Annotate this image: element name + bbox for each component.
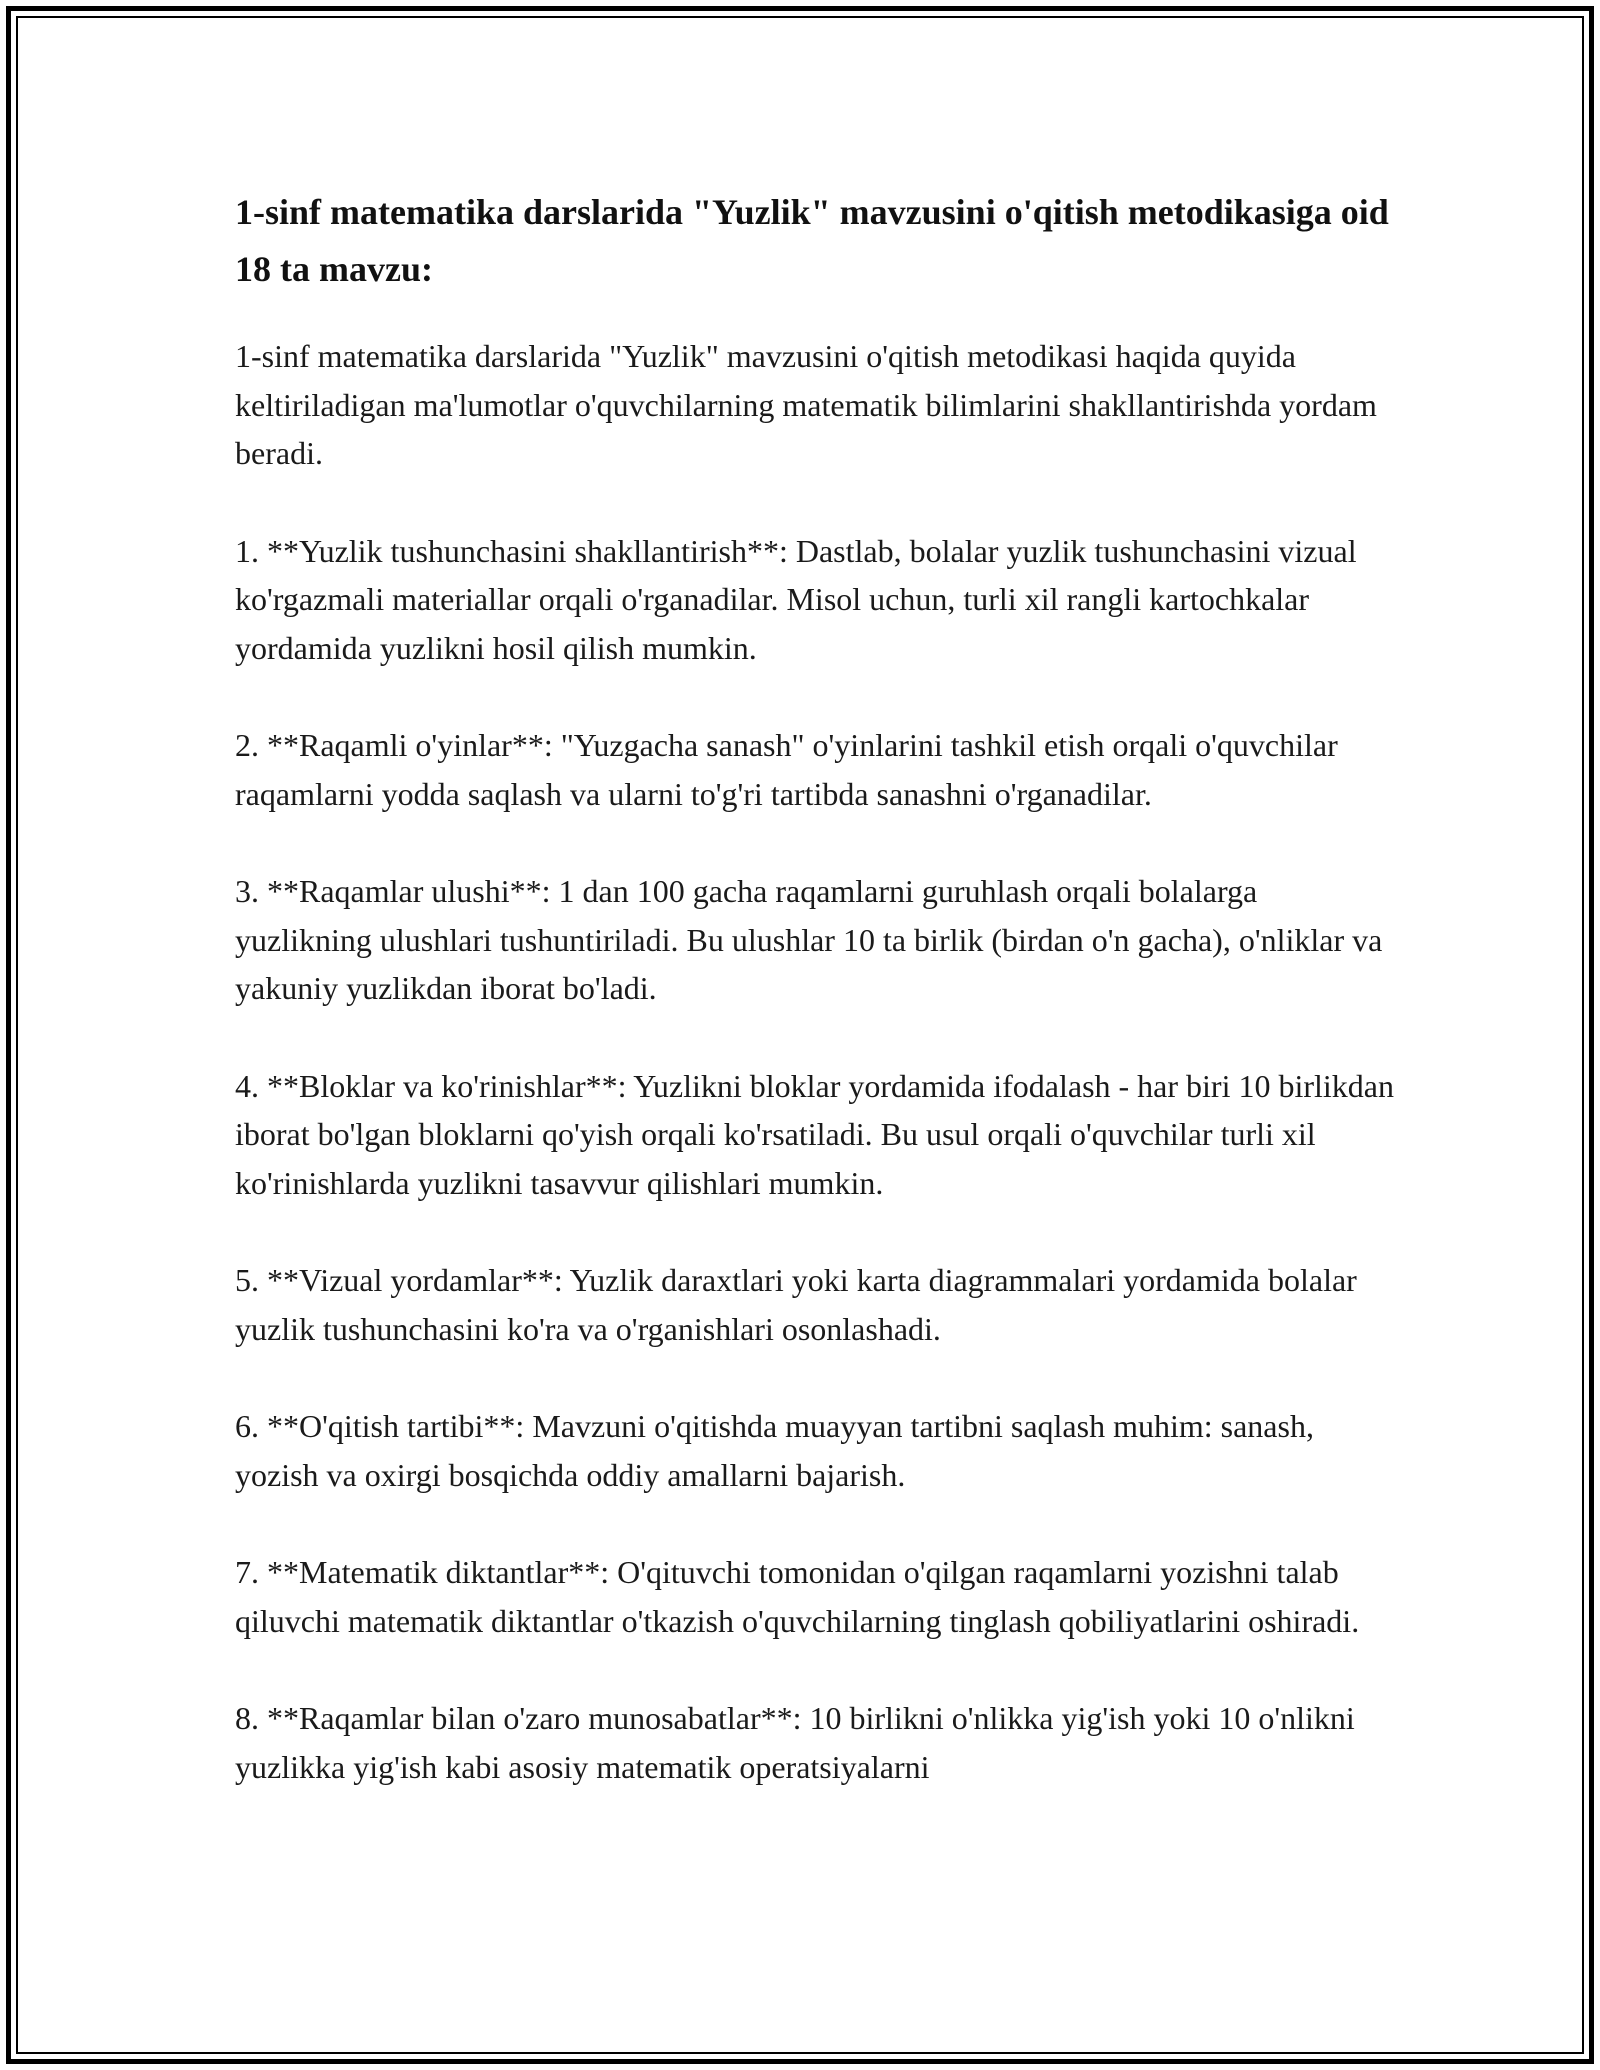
topic-paragraph-4: 4. **Bloklar va ko'rinishlar**: Yuzlikni bloklar yordamida ifodalash - har biri 10 birlikdan iborat bo'lgan bloklarni qo'yish orqali ko'rsatiladi. Bu usul orqali o'quvchilar turli xil ko'rinishlarda yuzlikni tasavvur qilishlari mumkin. (235, 1067, 1394, 1201)
topic-paragraph-6: 6. **O'qitish tartibi**: Mavzuni o'qitishda muayyan tartibni saqlash muhim: sanash, yozish va oxirgi bosqichda oddiy amallarni bajarish. (235, 1408, 1314, 1493)
topic-paragraph-2: 2. **Raqamli o'yinlar**: "Yuzgacha sanash" o'yinlarini tashkil etish orqali o'quvchilar raqamlarni yodda saqlash va ularni to'g'ri tartibda sanashni o'rganadilar. (235, 727, 1338, 812)
document-title: 1-sinf matematika darslarida "Yuzlik" mavzusini o'qitish metodikasiga oid 18 ta mavzu: (235, 192, 1389, 289)
topic-paragraph-3: 3. **Raqamlar ulushi**: 1 dan 100 gacha raqamlarni guruhlash orqali bolalarga yuzlikning ulushlari tushuntiriladi. Bu ulushlar 10 ta birlik (birdan o'n gacha), o'nliklar va yakuniy yuzlikdan iborat bo'ladi. (235, 873, 1383, 1006)
topic-paragraph-8: 8. **Raqamlar bilan o'zaro munosabatlar**: 10 birlikni o'nlikka yig'ish yoki 10 o'nlikni yuzlikka yig'ish kabi asosiy matematik operatsiyalarni (235, 1700, 1355, 1785)
topic-paragraph-1: 1. **Yuzlik tushunchasini shakllantirish**: Dastlab, bolalar yuzlik tushunchasini vizual ko'rgazmali materiallar orqali o'rganadilar. Misol uchun, turli xil rangli kartochkalar yordamida yuzlikni hosil qilish mumkin. (235, 532, 1357, 666)
topic-paragraph-5: 5. **Vizual yordamlar**: Yuzlik daraxtlari yoki karta diagrammalari yordamida bolalar yuzlik tushunchasini ko'ra va o'rganishlari osonlashadi. (235, 1262, 1357, 1347)
document-body (235, 184, 1395, 1791)
topic-paragraph-7: 7. **Matematik diktantlar**: O'qituvchi tomonidan o'qilgan raqamlarni yozishni talab qiluvchi matematik diktantlar o'tkazish o'quvchilarning tinglash qobiliyatlarini oshiradi. (235, 1554, 1360, 1639)
intro-paragraph: 1-sinf matematika darslarida "Yuzlik" mavzusini o'qitish metodikasi haqida quyida keltiriladigan ma'lumotlar o'quvchilarning matematik bilimlarini shakllantirishda yordam beradi. (235, 338, 1377, 471)
